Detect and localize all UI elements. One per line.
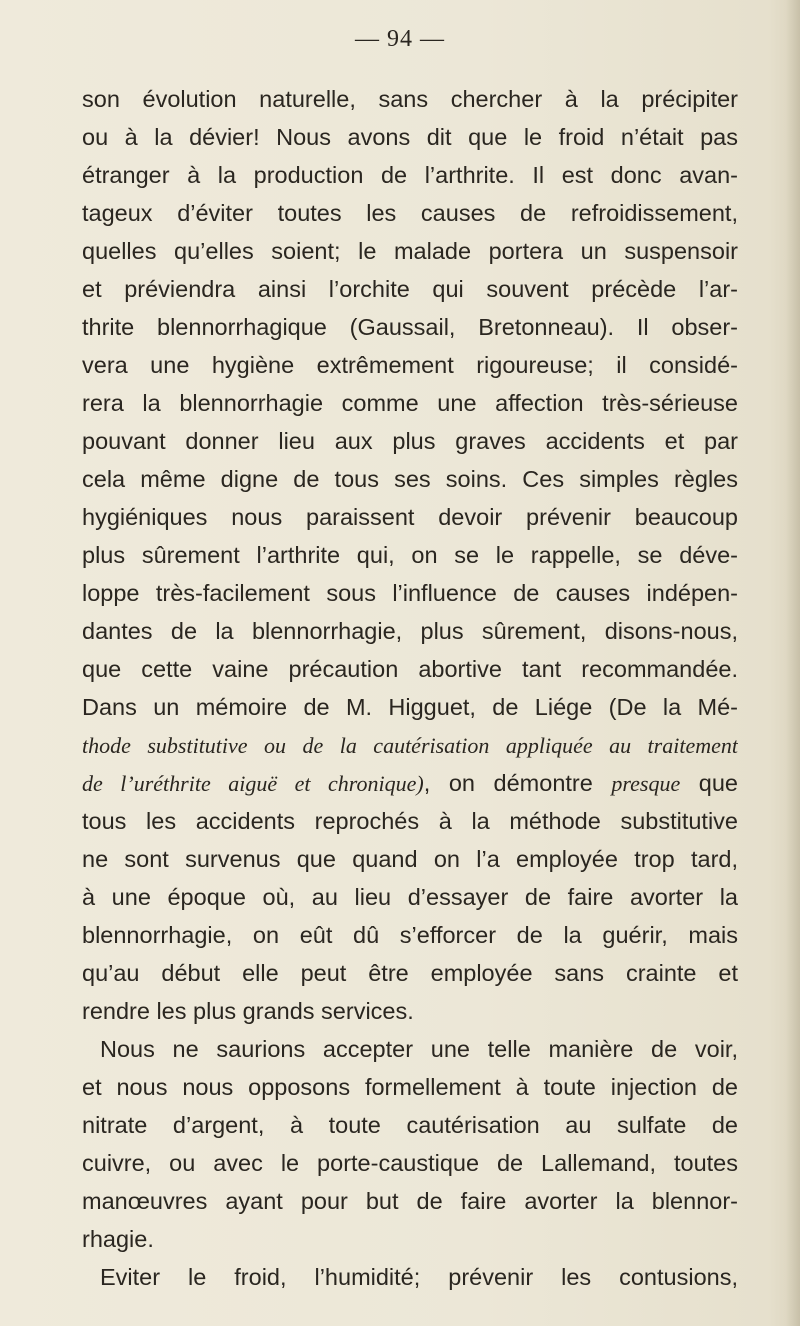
text-line: vera une hygiène extrêmement rigoureuse; il considé- [82, 352, 738, 378]
text-line: Nous ne saurions accepter une telle manière de voir, [100, 1036, 738, 1062]
text-segment: , on démontre [423, 770, 612, 796]
text-line: thrite blennorrhagique (Gaussail, Bretonneau). Il obser- [82, 314, 738, 340]
text-line: étranger à la production de l’arthrite. Il est donc avan- [82, 162, 738, 188]
text-line: cuivre, ou avec le porte-caustique de Lallemand, toutes [82, 1150, 738, 1176]
text-line: rendre les plus grands services. [82, 998, 414, 1024]
text-line: ou à la dévier! Nous avons dit que le froid n’était pas [82, 124, 738, 150]
page-edge-shadow [786, 0, 800, 1326]
text-line: à une époque où, au lieu d’essayer de faire avorter la [82, 884, 738, 910]
text-line: cela même digne de tous ses soins. Ces simples règles [82, 466, 738, 492]
text-line: hygiéniques nous paraissent devoir prévenir beaucoup [82, 504, 738, 530]
text-line-italic-title [82, 726, 738, 764]
text-line-mixed [82, 764, 738, 802]
italic-emphasis: presque [611, 771, 681, 796]
text-line: qu’au début elle peut être employée sans crainte et [82, 960, 738, 986]
text-line: et nous nous opposons formellement à toute injection de [82, 1074, 738, 1100]
page-number: — 94 — [355, 26, 445, 52]
text-line: que cette vaine précaution abortive tant recommandée. [82, 656, 738, 682]
text-line: loppe très-facilement sous l’influence de causes indépen- [82, 580, 738, 606]
text-line: nitrate d’argent, à toute cautérisation au sulfate de [82, 1112, 738, 1138]
text-line: blennorrhagie, on eût dû s’efforcer de la guérir, mais [82, 922, 738, 948]
text-line: manœuvres ayant pour but de faire avorter la blennor- [82, 1188, 738, 1214]
text-line: ne sont survenus que quand on l’a employée trop tard, [82, 846, 738, 872]
body-text [82, 80, 738, 1296]
text-line: plus sûrement l’arthrite qui, on se le rappelle, se déve- [82, 542, 738, 568]
text-segment: que [680, 770, 738, 796]
text-line: tageux d’éviter toutes les causes de refroidissement, [82, 200, 738, 226]
text-line: Dans un mémoire de M. Higguet, de Liége (De la Mé- [82, 694, 738, 720]
text-line: tous les accidents reprochés à la méthode substitutive [82, 808, 738, 834]
text-line: et préviendra ainsi l’orchite qui souvent précède l’ar- [82, 276, 738, 302]
italic-title-part2: de l’uréthrite aiguë et chronique) [82, 771, 424, 796]
text-line: rhagie. [82, 1226, 154, 1252]
text-line: quelles qu’elles soient; le malade portera un suspensoir [82, 238, 738, 264]
text-line: dantes de la blennorrhagie, plus sûrement, disons-nous, [82, 618, 738, 644]
text-line: rera la blennorrhagie comme une affection très-sérieuse [82, 390, 738, 416]
text-line: Eviter le froid, l’humidité; prévenir les contusions, [100, 1264, 738, 1290]
text-line: son évolution naturelle, sans chercher à la précipiter [82, 86, 738, 112]
text-line: pouvant donner lieu aux plus graves accidents et par [82, 428, 738, 454]
italic-title-part1: thode substitutive ou de la cautérisation appliquée au traitement [82, 733, 738, 758]
